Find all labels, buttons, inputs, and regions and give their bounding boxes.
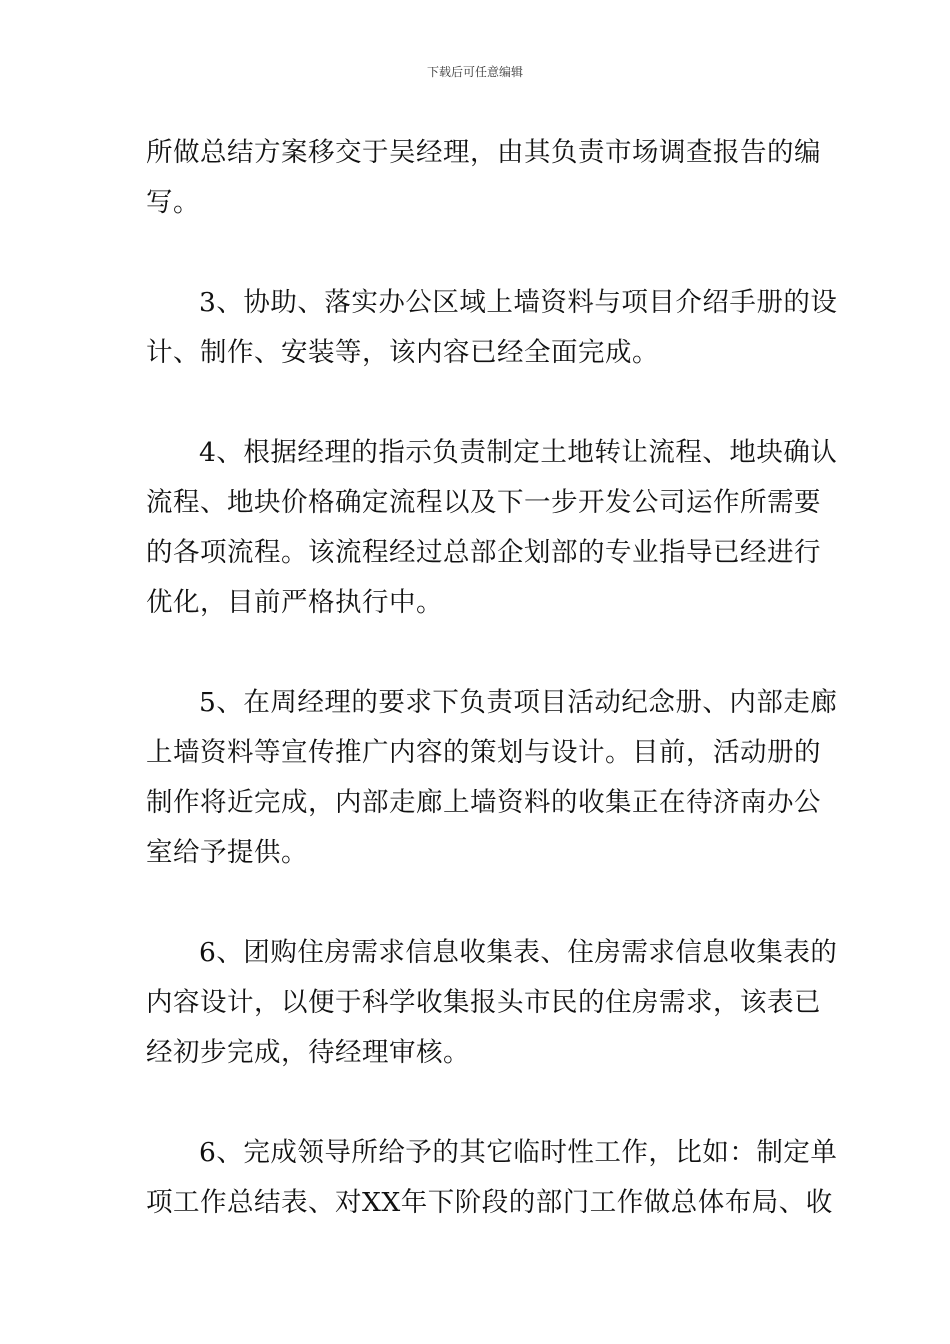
text-line: 项工作总结表、对XX年下阶段的部门工作做总体布局、收 xyxy=(146,1187,833,1218)
page-header: 下载后可任意编辑 xyxy=(426,65,523,79)
paragraph-item-5 xyxy=(146,678,838,878)
text-line: 流程、地块价格确定流程以及下一步开发公司运作所需要 xyxy=(146,487,821,518)
text-line: 优化，目前严格执行中。 xyxy=(146,587,443,618)
text-line: 写。 xyxy=(146,187,200,218)
text-line: 上墙资料等宣传推广内容的策划与设计。目前，活动册的 xyxy=(146,737,821,768)
text-line: 5、在周经理的要求下负责项目活动纪念册、内部走廊 xyxy=(199,687,838,718)
paragraph-item-6a xyxy=(146,928,838,1078)
paragraph-item-3 xyxy=(146,278,838,378)
text-line: 的各项流程。该流程经过总部企划部的专业指导已经进行 xyxy=(146,537,821,568)
text-line: 4、根据经理的指示负责制定土地转让流程、地块确认 xyxy=(199,437,838,468)
text-line: 6、完成领导所给予的其它临时性工作，比如：制定单 xyxy=(199,1137,838,1168)
text-line: 室给予提供。 xyxy=(146,837,308,868)
text-line: 内容设计，以便于科学收集报头市民的住房需求，该表已 xyxy=(146,987,821,1018)
text-line: 所做总结方案移交于吴经理，由其负责市场调查报告的编 xyxy=(146,137,821,168)
paragraph-item-4 xyxy=(146,428,838,628)
paragraph-summary-handover xyxy=(146,128,821,228)
text-line: 制作将近完成，内部走廊上墙资料的收集正在待济南办公 xyxy=(146,787,821,818)
text-line: 3、协助、落实办公区域上墙资料与项目介绍手册的设 xyxy=(199,287,838,318)
text-line: 计、制作、安装等，该内容已经全面完成。 xyxy=(146,337,659,368)
paragraph-item-6b xyxy=(146,1128,838,1228)
text-line: 6、团购住房需求信息收集表、住房需求信息收集表的 xyxy=(199,937,838,968)
document-body xyxy=(146,128,838,1228)
text-line: 经初步完成，待经理审核。 xyxy=(146,1037,470,1068)
